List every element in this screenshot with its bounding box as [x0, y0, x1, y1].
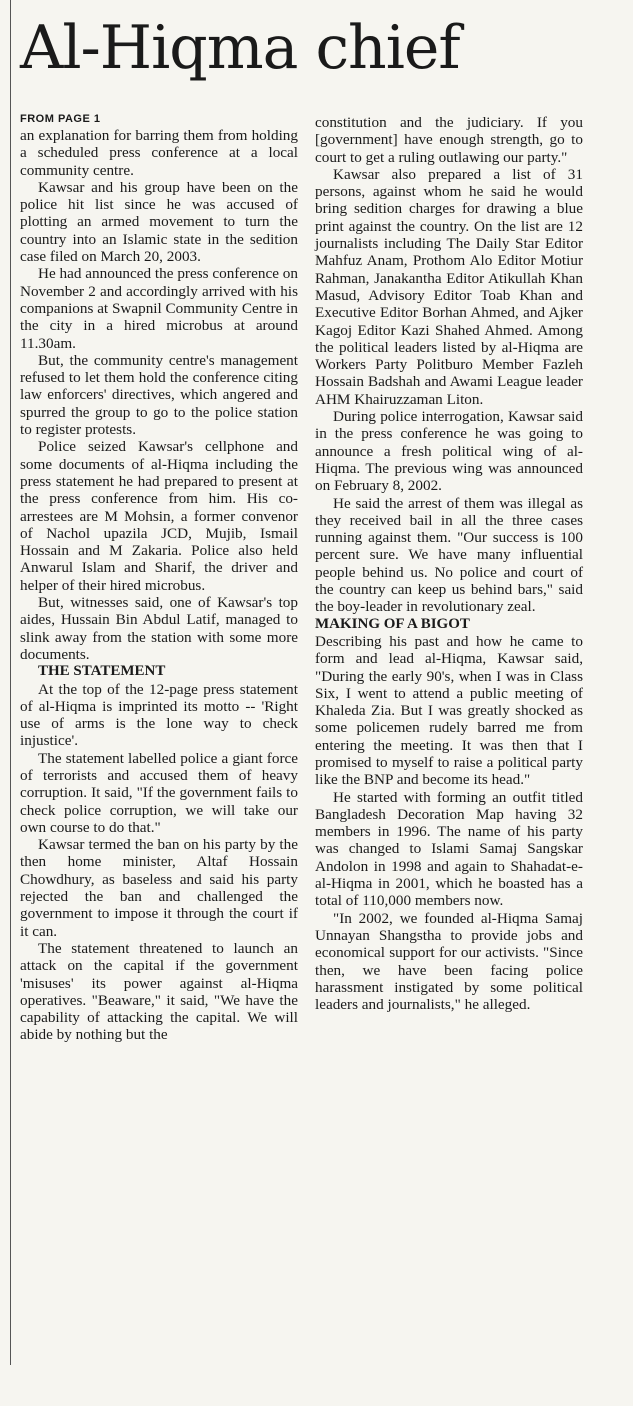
article-column-left	[20, 112, 298, 1044]
paragraph: At the top of the 12-page press statement of al-Hiqma is imprinted its motto -- 'Right use of arms is the lone way to check injustice'.	[20, 680, 298, 750]
paragraph: He said the arrest of them was illegal as they received bail in all the three cases running against them. "Our success is 100 percent sure. We have many influential people behind us. No police and court of the country can keep us behind bars," said the boy-leader in revolutionary zeal.	[315, 494, 583, 616]
kicker: FROM PAGE 1	[20, 113, 101, 125]
column-divider	[10, 0, 11, 1365]
subheading: THE STATEMENT	[38, 663, 166, 680]
paragraph: Kawsar termed the ban on his party by the then home minister, Altaf Hossain Chowdhury, as baseless and said his party rejected the ban and challenged the government to impose it through the court if it can.	[20, 836, 298, 940]
paragraph: Kawsar and his group have been on the police hit list since he was accused of plotting an armed movement to turn the country into an Islamic state in the sedition case filed on March 20, 2003.	[20, 178, 298, 266]
subheading: MAKING OF A BIGOT	[315, 615, 470, 632]
paragraph: an explanation for barring them from holding a scheduled press conference at a local community centre.	[20, 127, 298, 179]
paragraph: During police interrogation, Kawsar said in the press conference he was going to announce a fresh political wing of al-Hiqma. The previous wing was announced on February 8, 2002.	[315, 408, 583, 495]
paragraph: Police seized Kawsar's cellphone and some documents of al-Hiqma including the press statement he had prepared to present at the press conference from him. His co-arrestees are M Mohsin, a former convenor of Nachol upazila JCD, Mujib, Ismail Hossain and M Zakaria. Police also held Anwarul Islam and Sharif, the driver and helper of their hired microbus.	[20, 438, 298, 594]
article-column-right	[315, 114, 583, 1013]
paragraph: Kawsar also prepared a list of 31 persons, against whom he said he would bring sedition charges for drawing a blue print against the country. On the list are 12 journalists including The Daily Star Editor Mahfuz Anam, Prothom Alo Editor Motiur Rahman, Janakantha Editor Atikullah Khan Masud, Advisory Editor Toab Khan and Executive Editor Borhan Ahmed, and Ajker Kagoj Editor Kazi Shahed Ahmed. Among the political leaders listed by al-Hiqma are Workers Party Politburo Member Fazleh Hossain Badshah and Awami League leader AHM Khairuzzaman Liton.	[315, 165, 583, 408]
paragraph: "In 2002, we founded al-Hiqma Samaj Unnayan Shangstha to provide jobs and economical support for our activists. "Since then, we have been facing police harassment instigated by some political leaders and journalists," he alleged.	[315, 909, 583, 1014]
paragraph: He had announced the press conference on November 2 and accordingly arrived with his companions at Swapnil Community Centre in the city in a hired microbus at around 11.30am.	[20, 265, 298, 352]
paragraph: The statement threatened to launch an attack on the capital if the government 'misuses' its power against al-Hiqma operatives. "Beaware," it said, "We have the capability of attacking the capital. We will abide by nothing but the	[20, 939, 298, 1044]
paragraph: But, the community centre's management refused to let them hold the conference citing law enforcers' directives, which angered and spurred the group to go to the police station to register protests.	[20, 351, 298, 439]
paragraph: Describing his past and how he came to form and lead al-Hiqma, Kawsar said, "During the early 90's, when I was in Class Six, I went to attend a public meeting of Khaleda Zia. But I was greatly shocked as some policemen rudely barred me from entering the meeting. It was then that I promised to myself to raise a political party like the BNP and become its head."	[315, 632, 583, 789]
paragraph: The statement labelled police a giant force of terrorists and accused them of heavy corruption. It said, "If the government fails to check police corruption, we will take our own course to do that."	[20, 749, 298, 836]
paragraph: But, witnesses said, one of Kawsar's top aides, Hussain Bin Abdul Latif, managed to slink away from the station with some more documents.	[20, 594, 298, 663]
paragraph: He started with forming an outfit titled Bangladesh Decoration Map having 32 members in 1996. The name of his party was changed to Islami Samaj Sangskar Andolon in 1998 and again to Shahadat-e-al-Hiqma in 2001, which he boasted has a total of 110,000 members now.	[315, 788, 583, 910]
headline: Al-Hiqma chief	[20, 13, 460, 83]
paragraph: constitution and the judiciary. If you [government] have enough strength, go to court to get a ruling outlawing our party."	[315, 114, 583, 166]
